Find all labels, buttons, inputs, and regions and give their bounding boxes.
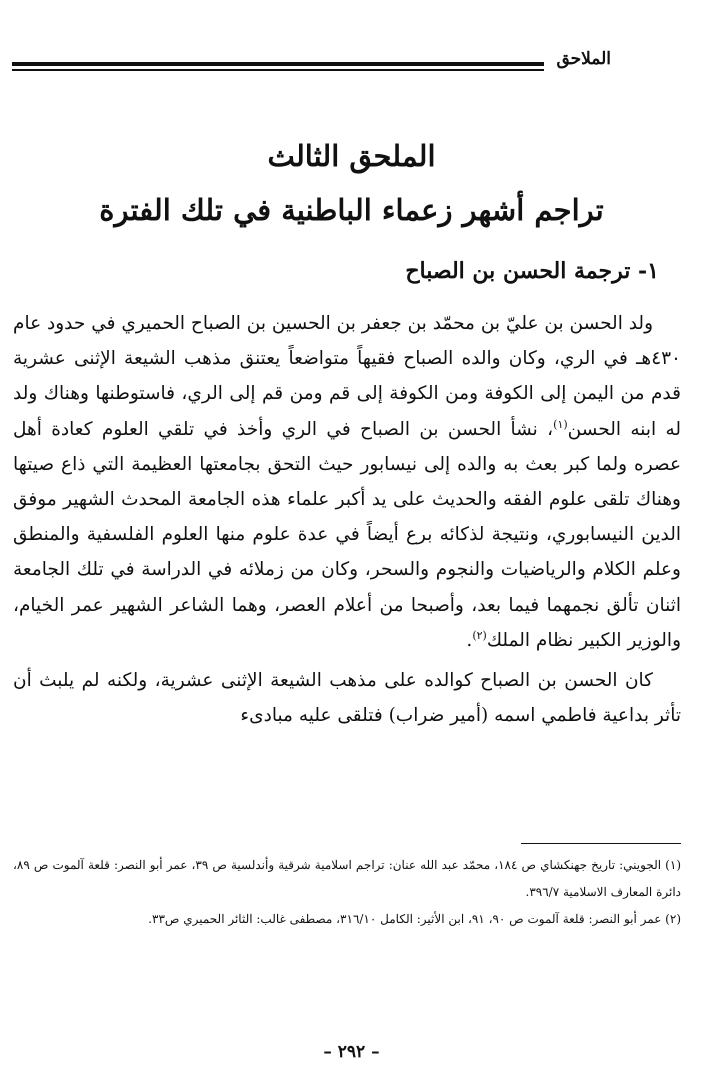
page-number: – ٢٩٢ – (323, 1042, 380, 1062)
body-text (13, 306, 681, 733)
appendix-subtitle: تراجم أشهر زعماء الباطنية في تلك الفترة (99, 193, 604, 227)
paragraph-1 (13, 306, 681, 658)
paragraph-1-part-b: ، نشأ الحسن بن الصباح في الري وأخذ في تلقي العلوم كعادة أهل عصره ولما كبر بعث به والده إلى نيسابور حيث التحق بجامعتها العظيمة التي ذاع صيتها وهناك تلقى علوم الفقه والحديث على يد أكبر علماء هذه الجامعة المحدث الشهير موفق الدين النيسابوري، ونتيجة لذكائه برع أيضاً في عدة علوم منها العلوم الفلسفية والمنطق وعلم الكلام والرياضيات والنجوم والسحر، وكان من زملائه في الدراسة في تلك الجامعة اثنان تألق نجمهما فيما بعد، وأصبحا من أعلام العصر، وهما الشاعر الشهير عمر الخيام، والوزير الكبير نظام الملك (13, 418, 681, 651)
footnote-separator (521, 843, 681, 844)
header-rule-thin (12, 69, 544, 71)
header-rule (12, 62, 544, 71)
section-heading: ١- ترجمة الحسن بن الصباح (405, 258, 659, 284)
footnote-1: (١) الجويني: تاريخ جهنكشاي ص ١٨٤، محمّد عبد الله عنان: تراجم اسلامية شرقية وأندلسية ص ٣٩، عمر أبو النصر: قلعة آلموت ص ٨٩، دائرة المعارف الاسلامية ٣٩٦/٧. (13, 858, 681, 899)
paragraph-1-part-a: ولد الحسن بن عليّ بن محمّد بن جعفر بن الحسين بن الصباح الحميري في حدود عام ٤٣٠هـ في الري، وكان والده الصباح فقيهاً متواضعاً يعتنق مذهب الشيعة الإثنى عشرية قدم من اليمن إلى الكوفة ومن الكوفة إلى قم ومن قم إلى الري، فاستوطنها وهناك ولد له ابنه الحسن (13, 313, 681, 440)
running-head: الملاحق (556, 49, 611, 69)
paragraph-2: كان الحسن بن الصباح كوالده على مذهب الشيعة الإثنى عشرية، ولكنه لم يلبث أن تأثر بداعية فاطمي اسمه (أمير ضراب) فتلقى عليه مبادىء (13, 670, 681, 727)
footnotes (13, 852, 681, 933)
footnote-2: (٢) عمر أبو النصر: قلعة آلموت ص ٩٠، ٩١، ابن الأثير: الكامل ٣١٦/١٠، مصطفى غالب: الثائر الحميري ص٣٣. (148, 912, 681, 926)
footnote-ref-2: (٢) (472, 628, 487, 642)
appendix-title: الملحق الثالث (267, 139, 436, 173)
paragraph-1-end: . (466, 629, 473, 651)
header-rule-thick (12, 62, 544, 66)
footnote-ref-1: (١) (553, 417, 568, 431)
